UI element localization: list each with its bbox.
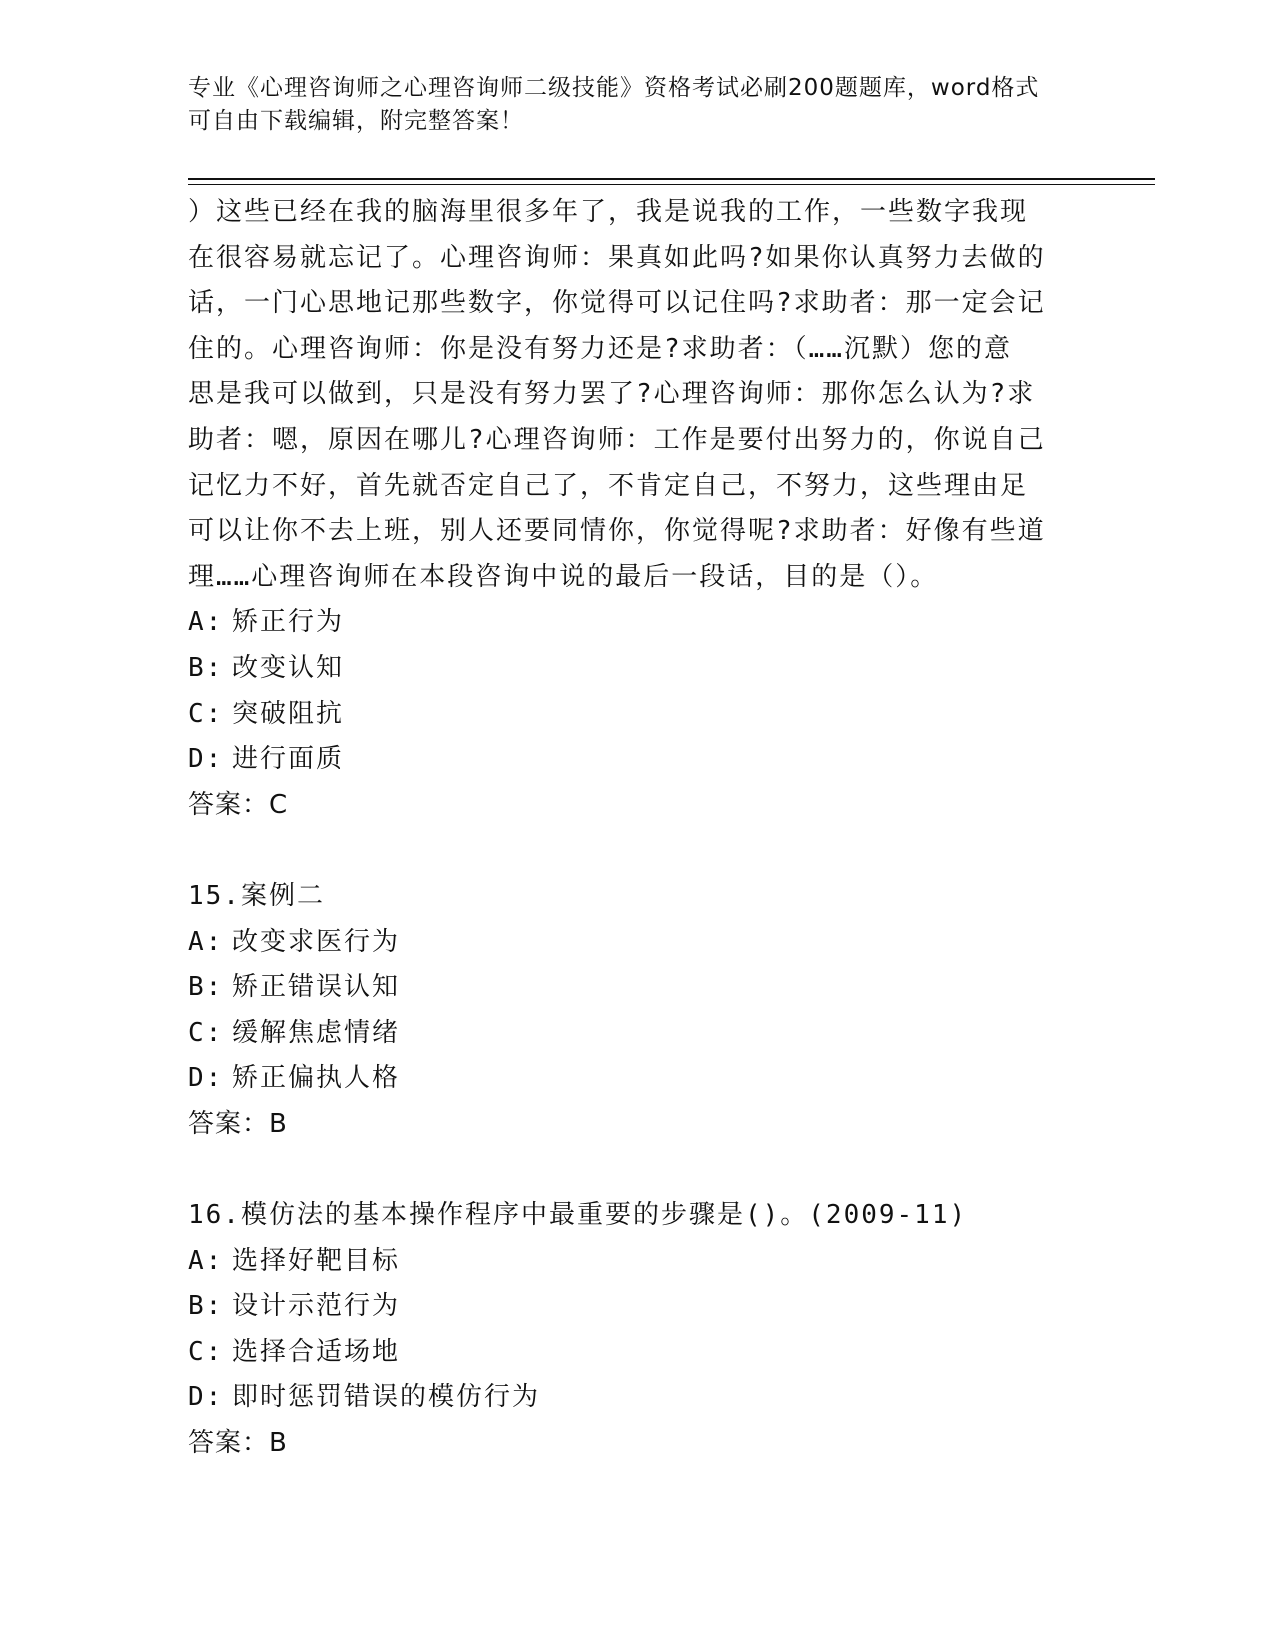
option-text: 即时惩罚错误的模仿行为 bbox=[232, 1382, 541, 1413]
option-c bbox=[188, 1011, 1088, 1057]
option-letter: D: bbox=[188, 744, 224, 775]
option-text: 突破阻抗 bbox=[232, 698, 345, 729]
question-spacer bbox=[188, 1147, 1088, 1193]
option-text: 设计示范行为 bbox=[232, 1291, 401, 1322]
option-c bbox=[188, 692, 1088, 738]
option-letter: A: bbox=[188, 926, 224, 957]
question-text-line: 助者：嗯，原因在哪儿?心理咨询师：工作是要付出努力的，你说自己 bbox=[188, 424, 1046, 455]
question-text-line: 思是我可以做到，只是没有努力罢了?心理咨询师：那你怎么认为?求 bbox=[188, 379, 1036, 410]
option-a bbox=[188, 1239, 1088, 1285]
option-letter: D: bbox=[188, 1063, 224, 1094]
option-text: 进行面质 bbox=[232, 744, 345, 775]
option-letter: A: bbox=[188, 607, 224, 638]
option-d bbox=[188, 737, 1088, 783]
option-letter: D: bbox=[188, 1382, 224, 1413]
option-letter: C: bbox=[188, 698, 224, 729]
option-d bbox=[188, 1056, 1088, 1102]
question-title: 15.案例二 bbox=[188, 880, 325, 911]
question-text-line: 在很容易就忘记了。心理咨询师：果真如此吗?如果你认真努力去做的 bbox=[188, 242, 1046, 273]
option-d bbox=[188, 1375, 1088, 1421]
option-text: 改变求医行为 bbox=[232, 926, 401, 957]
option-letter: B: bbox=[188, 652, 224, 683]
option-letter: B: bbox=[188, 972, 224, 1003]
question-text-line: 话，一门心思地记那些数字，你觉得可以记住吗?求助者：那一定会记 bbox=[188, 288, 1046, 319]
option-letter: B: bbox=[188, 1291, 224, 1322]
header-line-2: 可自由下载编辑，附完整答案！ bbox=[188, 108, 524, 134]
option-b bbox=[188, 965, 1088, 1011]
question-text-line: 记忆力不好，首先就否定自己了，不肯定自己，不努力，这些理由足 bbox=[188, 470, 1029, 501]
option-text: 改变认知 bbox=[232, 652, 345, 683]
header-divider-thick bbox=[188, 178, 1155, 180]
question-14-block bbox=[188, 190, 1088, 828]
answer-line: 答案：B bbox=[188, 1428, 288, 1459]
option-b bbox=[188, 1284, 1088, 1330]
option-a bbox=[188, 600, 1088, 646]
answer-line: 答案：B bbox=[188, 1108, 288, 1139]
option-b bbox=[188, 646, 1088, 692]
option-text: 矫正错误认知 bbox=[232, 972, 401, 1003]
option-text: 缓解焦虑情绪 bbox=[232, 1017, 401, 1048]
question-title: 16.模仿法的基本操作程序中最重要的步骤是()。(2009-11) bbox=[188, 1200, 968, 1231]
question-15-block bbox=[188, 874, 1088, 1148]
question-text-line: 可以让你不去上班，别人还要同情你，你觉得呢?求助者：好像有些道 bbox=[188, 516, 1046, 547]
option-text: 选择合适场地 bbox=[232, 1336, 401, 1367]
question-16-block bbox=[188, 1193, 1088, 1467]
question-text-line: 住的。心理咨询师：你是没有努力还是?求助者：（……沉默）您的意 bbox=[188, 333, 1012, 364]
option-a bbox=[188, 920, 1088, 966]
option-text: 矫正偏执人格 bbox=[232, 1063, 401, 1094]
page-header bbox=[188, 72, 1088, 138]
option-text: 矫正行为 bbox=[232, 607, 345, 638]
question-text-line: 理……心理咨询师在本段咨询中说的最后一段话，目的是（）。 bbox=[188, 561, 939, 592]
option-letter: C: bbox=[188, 1336, 224, 1367]
question-text bbox=[188, 190, 1088, 600]
option-text: 选择好靶目标 bbox=[232, 1245, 401, 1276]
question-spacer bbox=[188, 828, 1088, 874]
option-letter: A: bbox=[188, 1245, 224, 1276]
question-text-line: ）这些已经在我的脑海里很多年了，我是说我的工作，一些数字我现 bbox=[188, 197, 1029, 227]
option-c bbox=[188, 1330, 1088, 1376]
header-divider-thin bbox=[188, 184, 1155, 185]
question-content bbox=[188, 190, 1088, 1467]
answer-line: 答案：C bbox=[188, 789, 289, 820]
option-letter: C: bbox=[188, 1017, 224, 1048]
header-line-1: 专业《心理咨询师之心理咨询师二级技能》资格考试必刷200题题库，word格式 bbox=[188, 75, 1040, 101]
